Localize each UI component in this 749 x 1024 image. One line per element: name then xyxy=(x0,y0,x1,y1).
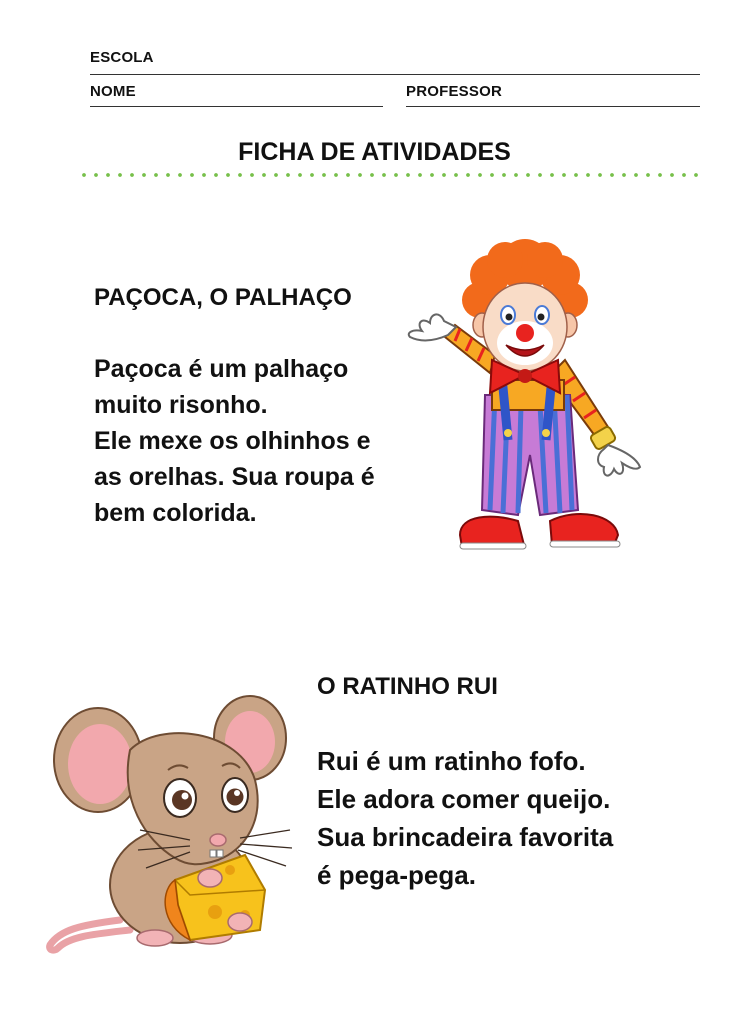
story-line: muito risonho. xyxy=(94,391,268,419)
mouse-illustration xyxy=(40,690,300,955)
story-line: Rui é um ratinho fofo. xyxy=(317,746,586,776)
story-title-mouse: O RATINHO RUI xyxy=(317,673,498,700)
school-line[interactable] xyxy=(90,74,700,75)
name-label: NOME xyxy=(90,83,136,100)
story-title-clown: PAÇOCA, O PALHAÇO xyxy=(94,284,352,311)
story-text-mouse xyxy=(317,742,613,894)
story-line: Sua brincadeira favorita xyxy=(317,822,614,852)
story-line: bem colorida. xyxy=(94,499,257,527)
story-line: as orelhas. Sua roupa é xyxy=(94,463,375,491)
teacher-label: PROFESSOR xyxy=(406,83,502,100)
story-text-clown xyxy=(94,351,375,531)
story-line: Ele mexe os olhinhos e xyxy=(94,427,371,455)
school-label: ESCOLA xyxy=(90,49,154,66)
name-line[interactable] xyxy=(90,106,383,107)
teacher-line[interactable] xyxy=(406,106,700,107)
worksheet-title: FICHA DE ATIVIDADES xyxy=(238,138,511,166)
dotted-divider xyxy=(78,171,700,179)
clown-illustration xyxy=(400,245,650,565)
story-line: é pega-pega. xyxy=(317,860,476,890)
story-line: Paçoca é um palhaço xyxy=(94,355,349,383)
story-line: Ele adora comer queijo. xyxy=(317,784,611,814)
